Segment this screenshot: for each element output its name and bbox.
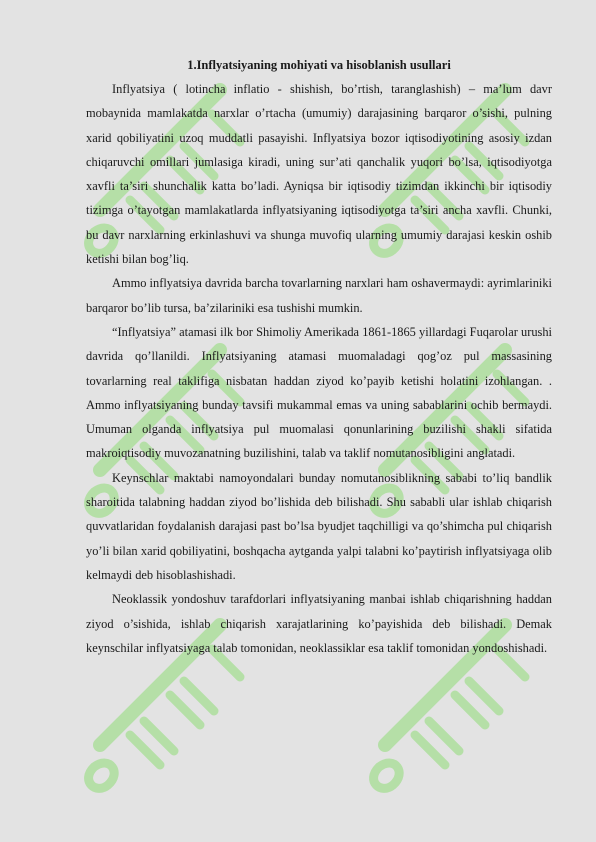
- paragraph-keynesian: Keynschlar maktabi namoyondalari bunday nomutanosiblikning sababi to’liq bandlik sharoitida talabning haddan ziyod bo’lishida deb bilishadi. Shu sababli ular ishlab chiqarish quvvatlaridan foydalanish darajasi past bo’lsa byudjet taqchilligi va qo’shimcha pul chiqarish yo’li bilan xarid qobiliyatini, boshqacha aytganda yalpi talabni ko’paytirish inflyatsiyaga olib kelmaydi deb hisoblashishadi.: [86, 470, 552, 582]
- paragraph-neoclassical: Neoklassik yondoshuv tarafdorlari inflyatsiyaning manbai ishlab chiqarishning haddan ziyod o’sishida, ishlab chiqarish xarajatlarining ko’payishida deb bilishadi. Demak keynschilar inflyatsiyaga talab tomonidan, neoklassiklar esa taklif tomonidan yondoshishadi.: [86, 592, 552, 655]
- document-page: [86, 56, 552, 660]
- paragraph-history: “Inflyatsiya” atamasi ilk bor Shimoliy Amerikada 1861-1865 yillardagi Fuqarolar urushi davrida qo’llanildi. Inflyatsiyaning atamasi muomaladagi qog’oz pul massasining tovarlarning real taklifiga nisbatan haddan ziyod ko’payib ketishi holatini izohlangan. . Ammo inflyatsiyaning bunday tavsifi mukammal emas va uning sabablarini ochib bermaydi. Umuman olganda inflyatsiya pul muomalasi qonunlarining buzilishi shakli sifatida makroiqtisodiy muvozanatning buzilishini, talab va taklif nomutanosibligini anglatadi.: [86, 324, 552, 461]
- document-title: 1.Inflyatsiyaning mohiyati va hisoblanish usullari: [187, 58, 451, 72]
- paragraph-definition: Inflyatsiya ( lotincha inflatio - shishish, bo’rtish, taranglashish) – ma’lum davr mobaynida mamlakatda narxlar o’rtacha (umumiy) darajasining barqaror o’sishi, pulning xarid qobiliyatini uzoq muddatli pasayishi. Inflyatsiya bozor iqtisodiyotining asosiy izdan chiqaruvchi omillari jumlasiga kiradi, uning sur’ati qanchalik yuqori bo’lsa, iqtisodiyotga xavfli ta’siri shunchalik katta bo’ladi. Ayniqsa bir iqtisodiy tizimdan ikkinchi bir iqtisodiy tizimga o’tayotgan mamlakatlarda inflyatsiyaning iqtisodiyotga ta’siri ancha xavfli. Chunki, bu davr narxlarning erkinlashuvi va shunga muvofiq ularning umumiy darajasi keskin oshib ketishi bilan bog’liq.: [86, 82, 552, 267]
- paragraph-prices: Ammo inflyatsiya davrida barcha tovarlarning narxlari ham oshavermaydi: ayrimlariniki barqaror bo’lib tursa, ba’zilariniki esa tushishi mumkin.: [86, 276, 552, 315]
